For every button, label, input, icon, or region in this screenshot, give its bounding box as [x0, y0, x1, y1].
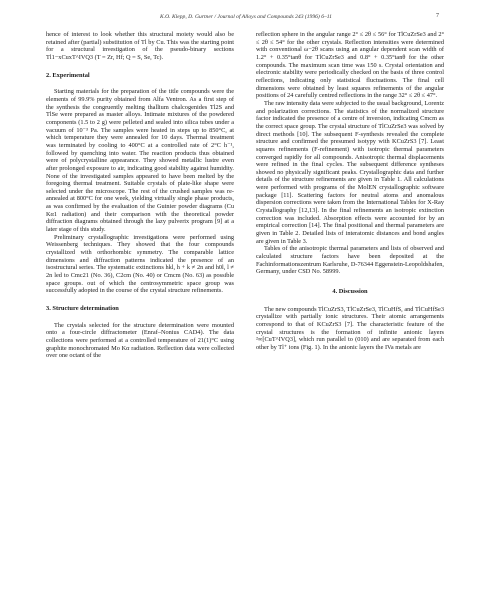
structure-continued-paragraph: reflection sphere in the angular range 2° ≤ 2θ ≤ 56° for TlCuZrSe3 and 2° ≤ 2θ ≤ 54° for the other crystals. Reflection intensities were determined with conventional ω−2θ scans using an angular dependent scan width of 1.2° + 0.35°tanθ for TlCuZrSe3 and 0.8° + 0.35°tanθ for the other compounds. The maximum scan time was 150 s. Crystal orientation and electronic stability were periodically checked on the basis of three control reflections, indicating only statistical fluctuations. The final cell dimensions were obtained by least squares refinements of the angular positions of 24 carefully centred reflections in the range 32° ≤ 2θ ≤ 47°.: [256, 31, 444, 100]
intro-tail-paragraph: hence of interest to look whether this structural moiety would also be retained after (partial) substitution of Tl by Cu. This was the starting point for a structural investigation of the pseudo-binary sections Tl1−xCuxT^IVQ3 (T = Zr, Hf; Q = S, Se, Tc).: [46, 31, 234, 61]
experimental-paragraph-1: Starting materials for the preparation of the title compounds were the elements of 99.9% purity obtained from Alfa Ventron. As a first step of the synthesis the congruently melting thallium chalcogenides Tl2S and TlSe were prepared as master alloys. Intimate mixtures of the powdered components (1.5 to 2 g) were pelleted and sealed into silica tubes under a vacuum of 10⁻³ Pa. The samples were heated in steps up to 850°C, at which temperature they were annealed for 10 days. Thermal treatment was terminated by cooling to 400°C at a controlled rate of 2°C h⁻¹, followed by quenching into water. The reaction products thus obtained were of polycrystalline appearance. They showed metallic lustre even after prolonged exposure to air, indicating good stability against humidity. None of the investigated samples appeared to have been melted by the foregoing thermal treatment. Suitable crystals of plate-like shape were selected under the microscope. The rest of the crushed samples was re-annealed at 800°C for one week, yielding virtually single phase products, as was confirmed by the evaluation of the Guinier powder diagrams (Cu Kα1 radiation) and their comparison with the theoretical powder diffraction diagrams obtained through the lazy pulverix program [9] at a later stage of this study.: [46, 88, 234, 234]
discussion-paragraph-1: The new compounds TlCuZrS3, TlCuZrSe3, TlCuHfS, and TlCuHfSe3 crystallize with partially ionic structures. Their atomic arrangements correspond to that of KCuZrS3 [7]. The characteristic feature of the crystal structures is the formation of infinite anionic layers ²∞[CuT^IVQ3], which run parallel to (010) and are separated from each other by Tl⁺ ions (Fig. 1). In the anionic layers the IVa metals are: [256, 305, 444, 351]
left-column: [46, 31, 234, 360]
section-experimental-heading: 2. Experimental: [46, 71, 90, 79]
structure-paragraph-1: The crystals selected for the structure determination were mounted onto a four-circle diffractometer (Enraf–Nonius CAD4). The data collections were performed at a controlled temperature of 21(1)°C using graphite monochromated Mo Kα radiation. Reflection data were collected over one octant of the: [46, 321, 234, 360]
page-number: 7: [436, 13, 439, 19]
experimental-paragraph-2: Preliminary crystallographic investigations were performed using Weissenberg techniques. They showed that the four compounds crystallized with orthorhombic symmetry. The comparable lattice dimensions and diffraction patterns indicated the presence of an isostructural series. The systematic extinctions hkl, h + k ≠ 2n and h0l, l ≠ 2n led to Cmc21 (No. 36), C2cm (No. 40) or Cmcm (No. 63) as possible space groups. out of which the centrosymmetric space group was successfully adopted in the course of the crystal structure refinements.: [46, 233, 234, 295]
running-head: K.O. Klepp, D. Gurtner / Journal of Alloys and Compounds 243 (1996) 6–11: [160, 14, 332, 20]
right-column: [256, 31, 444, 352]
structure-paragraph-2: The raw intensity data were subjected to the usual background, Lorentz and polarization corrections. The statistics of the normalized structure factor indicated the presence of a centre of inversion, indicating Cmcm as the correct space group. The crystal structure of TlCuZrSe3 was solved by direct methods [10]. The subsequent F-synthesis revealed the complete structure and confirmed the presumed isotypy with KCuZrS3 [7]. Least squares refinements (F-refinement) with isotropic thermal parameters converged rapidly for all compounds. Anisotropic thermal displacements were refined in the final cycles. The subsequent difference syntheses showed no physically significant peaks. Crystallographic data and further details of the structure refinements are given in Table 1. All calculations were performed with programs of the MolEN crystallographic software package [11]. Scattering factors for neutral atoms and anomalous dispersion corrections were taken from the International Tables for X-Ray Crystallography [12,13]. In the final refinements an isotropic extinction correction was included. Absorption effects were accounted for by an empirical correction [14]. The final positional and thermal parameters are given in Table 2. Detailed lists of interatomic distances and bond angles are given in Table 3.: [256, 99, 444, 245]
section-structure-determination-heading: 3. Structure determination: [46, 305, 119, 312]
structure-paragraph-3: Tables of the anisotropic thermal parameters and lists of observed and calculated structure factors have been deposited at the Fachinformationszentrum Karlsruhe, D-76344 Eggenstein-Leopoldshafen, Germany, under CSD No. 58999.: [256, 245, 444, 276]
section-discussion-heading: 4. Discussion: [332, 288, 368, 295]
